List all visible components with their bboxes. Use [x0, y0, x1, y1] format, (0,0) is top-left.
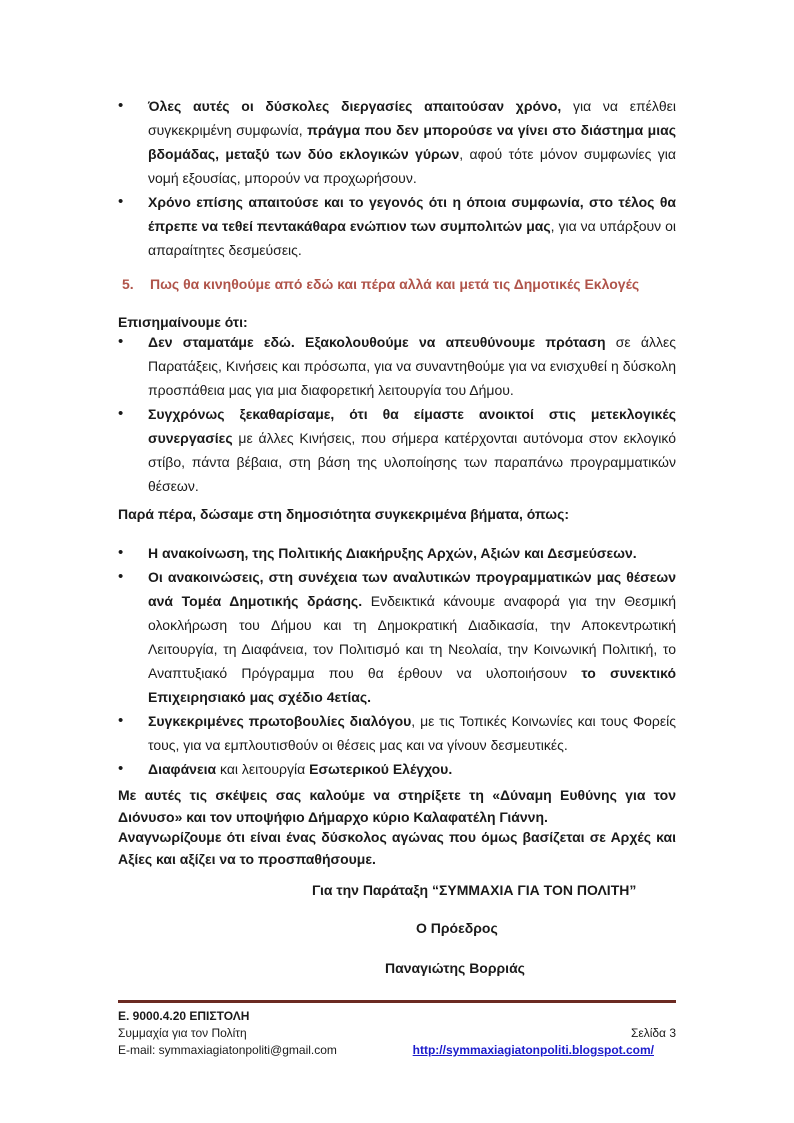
bullet-text: , για να υπάρξουν οι απαραίτητες δεσμεύσεις.	[148, 218, 676, 258]
bullet-text: , αφού τότε μόνον συμφωνίες για νομή εξουσίας, μπορούν να προχωρήσουν.	[148, 146, 676, 186]
bullet-bold-text: Συγκεκριμένες πρωτοβουλίες διαλόγου	[148, 713, 412, 729]
footer-email: E-mail: symmaxiagiatonpoliti@gmail.com	[118, 1043, 337, 1057]
bullet-bold-text: Δεν σταματάμε εδώ. Εξακολουθούμε να απευθύνουμε πρόταση	[148, 334, 606, 350]
footer-blog-link[interactable]: http://symmaxiagiatonpoliti.blogspot.com/	[412, 1043, 654, 1057]
footer-org: Συμμαχία για τον Πολίτη	[118, 1026, 247, 1040]
signature-role: Ο Πρόεδρος	[416, 920, 498, 936]
closing-paragraph-2: Αναγνωρίζουμε ότι είναι ένας δύσκολος αγώνας που όμως βασίζεται σε Αρχές και Αξίες και αξίζει να το προσπαθήσουμε.	[118, 829, 676, 867]
section-number: 5.	[122, 276, 134, 292]
bullet-item	[118, 402, 676, 498]
bullet-bold-text: Η ανακοίνωση, της Πολιτικής Διακήρυξης Αρχών, Αξιών και Δεσμεύσεων.	[148, 545, 637, 561]
signature-party: Για την Παράταξη “ΣΥΜΜΑΧΙΑ ΓΙΑ ΤΟΝ ΠΟΛΙΤΗ”	[312, 882, 637, 898]
bullet-text: με άλλες Κινήσεις, που σήμερα κατέρχονται αυτόνομα στον εκλογικό στίβο, πάντα βέβαια, στη βάση της υλοποίησης των παραπάνω προγραμματικών θέσεων.	[148, 430, 676, 494]
bullet-item	[118, 541, 676, 565]
bullet-bold-text: Οι ανακοινώσεις, στη συνέχεια των αναλυτικών προγραμματικών μας θέσεων ανά Τομέα Δημοτικής δράσης.	[148, 569, 676, 609]
bullet-item	[118, 190, 676, 262]
bullet-bold-text: Όλες αυτές οι δύσκολες διεργασίες απαιτούσαν χρόνο,	[148, 98, 562, 114]
bullet-bold-text: πράγμα που δεν μπορούσε να γίνει στο διάστημα μιας βδομάδας, μεταξύ των δύο εκλογικών γύρων	[148, 122, 677, 162]
bullet-bold-text: Χρόνο επίσης απαιτούσε και το γεγονός ότι η όποια συμφωνία, στο τέλος θα έπρεπε να τεθεί πεντακάθαρα ενώπιον των συμπολιτών μας	[148, 194, 676, 234]
bullet-bold-text: Διαφάνεια	[148, 761, 217, 777]
bullet-text: σε άλλες Παρατάξεις, Κινήσεις και πρόσωπα, για να συναντηθούμε για να ενισχυθεί η δύσκολη προσπάθεια μας για μια διαφορετική λειτουργία του Δήμου.	[148, 334, 676, 398]
closing-paragraph-1: Με αυτές τις σκέψεις σας καλούμε να στηρίξετε τη «Δύναμη Ευθύνης για τον Διόνυσο» και τον υποψήφιο Δήμαρχο κύριο Καλαφατέλη Γιάννη.	[118, 787, 676, 825]
bullet-text: για να επέλθει συγκεκριμένη συμφωνία,	[148, 98, 676, 138]
intro-label: Επισημαίνουμε ότι:	[118, 314, 248, 330]
section-title: Πως θα κινηθούμε από εδώ και πέρα αλλά και μετά τις Δημοτικές Εκλογές	[150, 276, 640, 292]
bullet-item	[118, 94, 676, 190]
section-heading	[122, 276, 639, 292]
footer-line-2	[118, 1025, 676, 1041]
steps-label: Παρά πέρα, δώσαμε στη δημοσιότητα συγκεκριμένα βήματα, όπως:	[118, 506, 570, 522]
footer-ref: Ε. 9000.4.20 ΕΠΙΣΤΟΛΗ	[118, 1009, 250, 1023]
footer-rule	[118, 1000, 676, 1003]
bullet-item	[118, 757, 676, 781]
bullet-text: , με τις Τοπικές Κοινωνίες και τους Φορείς τους, για να εμπλουτισθούν οι θέσεις μας και να γίνουν δεσμευτικές.	[148, 713, 676, 753]
bullet-item	[118, 709, 676, 757]
signature-name: Παναγιώτης Βορριάς	[385, 960, 525, 976]
bullet-bold-text: το συνεκτικό Επιχειρησιακό μας σχέδιο 4ετίας.	[148, 665, 676, 705]
middle-bullet-list	[118, 330, 676, 498]
bullet-item	[118, 330, 676, 402]
footer-page-number: Σελίδα 3	[630, 1026, 676, 1040]
bullet-item	[118, 565, 676, 709]
steps-bullet-list	[118, 541, 676, 781]
bullet-text: Ενδεικτικά κάνουμε αναφορά για την Θεσμική ολοκλήρωση του Δήμου και τη Δημοκρατική Διαδικασία, την Αποκεντρωτική Λειτουργία, τη Διαφάνεια, τον Πολιτισμό και τη Νεολαία, την Κοινωνική Πολιτική, το Αναπτυξιακό Πρόγραμμα που θα έρθουν να υλοποιήσουν	[148, 593, 676, 681]
bullet-bold-text: Συγχρόνως ξεκαθαρίσαμε, ότι θα είμαστε ανοικτοί στις μετεκλογικές συνεργασίες	[148, 406, 676, 446]
top-bullet-list	[118, 94, 676, 262]
footer-line-3	[118, 1042, 676, 1058]
bullet-bold-text: Εσωτερικού Ελέγχου.	[309, 761, 453, 777]
bullet-text: και λειτουργία	[216, 761, 310, 777]
